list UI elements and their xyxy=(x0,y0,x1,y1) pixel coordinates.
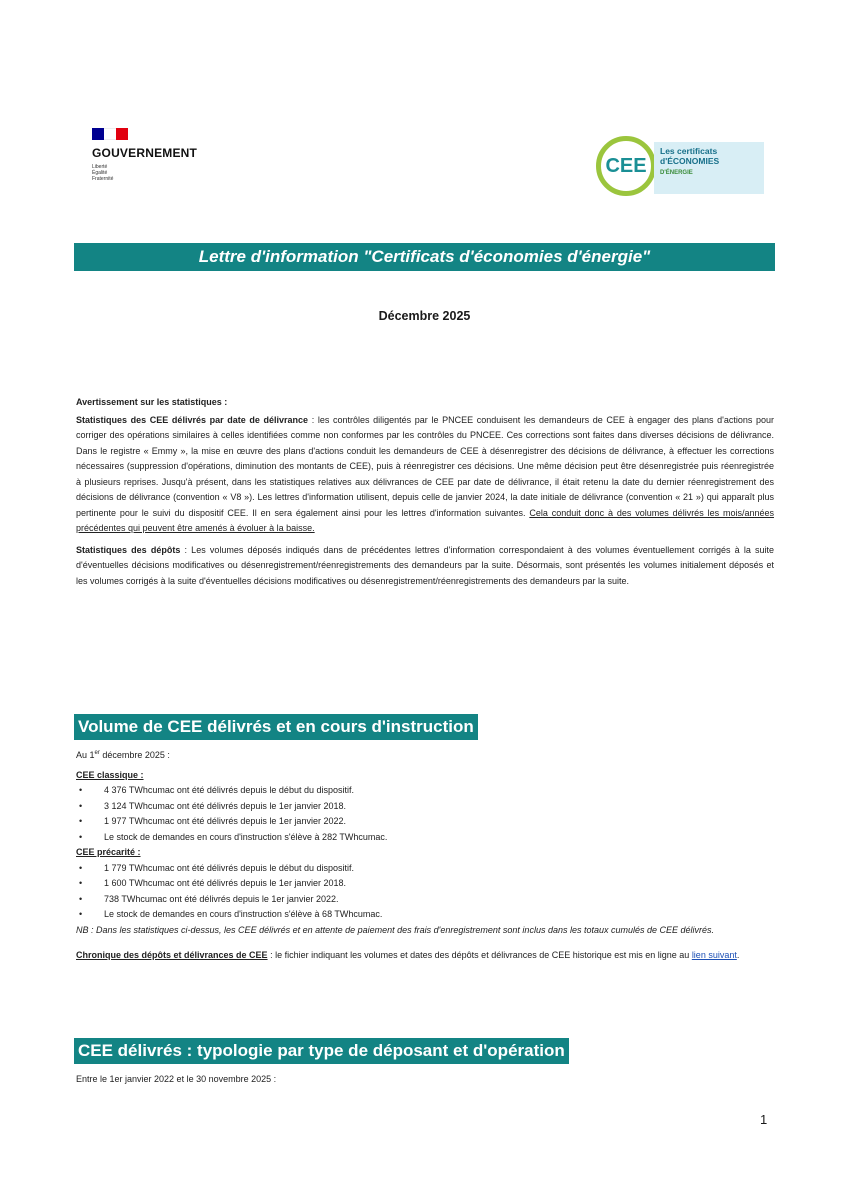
warning-paragraph-issuance: Statistiques des CEE délivrés par date de délivrance : les contrôles diligentés par le PNCEE conduisent les demandeurs de CEE à engager des plans d'actions pour corriger des opérations similaires à celles identifiées comme non conformes par les contrôles du PNCEE. Ces corrections sont faites dans diverses décisions de délivrance. Dans le registre « Emmy », la mise en œuvre des plans d'actions conduit les demandeurs de CEE à désenregistrer des décisions de délivrance, à effectuer les corrections nécessaires (suppression d'opérations, diminution des montants de CEE), puis à réenregistrer ces décisions. Une même décision peut être désenregistrée puis réenregistrée à plusieurs reprises. Jusqu'à présent, dans les statistiques relatives aux délivrances de CEE par date de délivrance, il était retenu la date du dernier réenregistrement des décisions de délivrance (convention « V8 »). Les lettres d'information utilisent, depuis celle de janvier 2024, la date initiale de délivrance (convention « 21 ») qui apparaît plus pertinente pour le suivi du dispositif CEE. Il en sera également ainsi pour les lettres d'information suivantes. Cela conduit donc à des volumes délivrés les mois/années précédentes qui peuvent être amenés à évoluer à la baisse. xyxy=(76,414,775,533)
cee-logo-circle: CEE xyxy=(596,136,656,196)
issue-date: Décembre 2025 xyxy=(378,309,471,323)
french-flag-icon xyxy=(92,128,128,140)
government-logo xyxy=(92,128,222,182)
volume-section-body xyxy=(76,748,774,964)
chronicle-link[interactable]: lien suivant xyxy=(691,950,737,960)
list-item: • 1 977 TWhcumac ont été délivrés depuis le 1er janvier 2022. xyxy=(76,814,774,830)
list-item: • 4 376 TWhcumac ont été délivrés depuis le début du dispositif. xyxy=(76,783,774,799)
typology-intro: Entre le 1er janvier 2022 et le 30 novembre 2025 : xyxy=(76,1074,277,1084)
precarity-list xyxy=(76,861,774,923)
cee-logo xyxy=(596,136,768,202)
government-name: GOUVERNEMENT xyxy=(92,146,198,160)
document-title-banner xyxy=(74,243,775,271)
document-title: Lettre d'information "Certificats d'économies d'énergie" xyxy=(198,247,651,266)
chronicle-paragraph: Chronique des dépôts et délivrances de CEE : le fichier indiquant les volumes et dates des dépôts et délivrances de CEE historique est mis en ligne au lien suivant. xyxy=(76,950,740,960)
classic-heading: CEE classique : xyxy=(76,769,144,780)
list-item: • 3 124 TWhcumac ont été délivrés depuis le 1er janvier 2018. xyxy=(76,799,774,815)
list-item: • Le stock de demandes en cours d'instruction s'élève à 68 TWhcumac. xyxy=(76,907,774,923)
government-motto: Liberté Égalité Fraternité xyxy=(92,164,114,182)
list-item: • 1 779 TWhcumac ont été délivrés depuis le début du dispositif. xyxy=(76,861,774,877)
as-of-date: Au 1er décembre 2025 : xyxy=(76,750,170,760)
precarity-heading: CEE précarité : xyxy=(76,847,141,857)
classic-list xyxy=(76,783,774,845)
page-number: 1 xyxy=(760,1112,768,1127)
list-item: • 738 TWhcumac ont été délivrés depuis le 1er janvier 2022. xyxy=(76,892,774,908)
list-item: • 1 600 TWhcumac ont été délivrés depuis le 1er janvier 2018. xyxy=(76,876,774,892)
warning-heading: Avertissement sur les statistiques : xyxy=(76,397,228,407)
section-heading-typology: CEE délivrés : typologie par type de déposant et d'opération xyxy=(74,1038,569,1064)
section-heading-volume: Volume de CEE délivrés et en cours d'instruction xyxy=(74,714,478,740)
cee-logo-tagline: Les certificats d'ÉCONOMIES D'ÉNERGIE xyxy=(654,142,764,194)
warning-paragraph-deposits: Statistiques des dépôts : Les volumes déposés indiqués dans de précédentes lettres d'information correspondaient à des volumes éventuellement corrigés à la suite d'éventuelles décisions modificatives ou désenregistrement/réenregistrements des demandeurs par la suite. Désormais, sont présentés les volumes initialement déposés et les volumes corrigés à la suite d'éventuelles décisions modificatives ou désenregistrement/réenregistrements des demandeurs par la suite. xyxy=(76,544,774,586)
list-item: • Le stock de demandes en cours d'instruction s'élève à 282 TWhcumac. xyxy=(76,830,774,846)
nb-note: NB : Dans les statistiques ci-dessus, les CEE délivrés et en attente de paiement des frais d'enregistrement sont inclus dans les totaux cumulés de CEE délivrés. xyxy=(76,924,715,935)
statistics-warning xyxy=(76,395,774,589)
